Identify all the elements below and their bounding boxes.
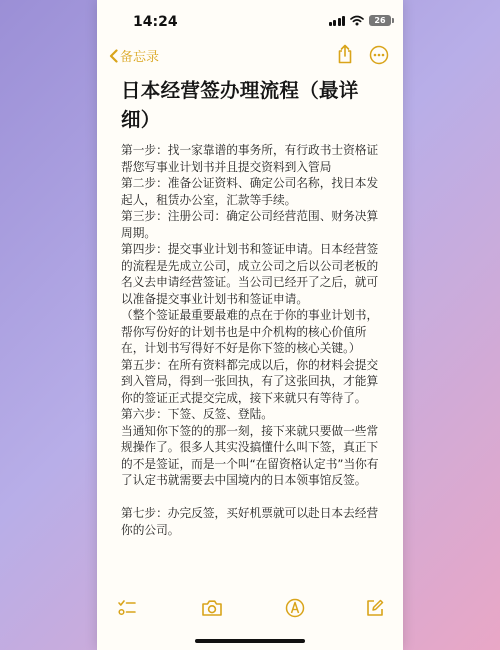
note-title: 日本经营签办理流程（最详细） bbox=[121, 79, 359, 131]
note-blank-line bbox=[121, 489, 383, 506]
status-bar bbox=[97, 0, 403, 44]
share-button[interactable] bbox=[337, 44, 353, 68]
note-paragraph: 第三步：注册公司：确定公司经营范围、财务决算周期。 bbox=[121, 209, 379, 240]
nav-bar bbox=[97, 44, 403, 70]
chevron-left-icon bbox=[109, 49, 118, 63]
note-paragraph: （整个签证最重要最难的点在于你的事业计划书，帮你写份好的计划书也是中介机构的核心价值所在，计划书写得好不好是你下签的核心关键。） bbox=[121, 308, 379, 355]
share-icon bbox=[337, 44, 353, 64]
bottom-toolbar bbox=[97, 598, 403, 624]
checklist-icon bbox=[117, 598, 137, 618]
cellular-signal-icon bbox=[329, 15, 346, 26]
note-paragraph: 当通知你下签的的那一刻，接下来就只要做一些常规操作了。很多人其实没搞懂什么叫下签，真正下的不是签证，而是一个叫“在留资格认定书”当你有了认定书就需要去中国境内的日本领事馆反签。 bbox=[121, 423, 379, 487]
markup-icon bbox=[285, 598, 305, 618]
status-time: 14:24 bbox=[133, 14, 178, 30]
battery-icon: 26 bbox=[369, 15, 391, 26]
more-icon bbox=[369, 45, 389, 65]
back-button[interactable] bbox=[109, 46, 159, 65]
camera-icon bbox=[201, 598, 223, 618]
wifi-icon bbox=[350, 15, 364, 26]
home-indicator[interactable] bbox=[195, 639, 305, 643]
camera-button[interactable] bbox=[201, 598, 223, 622]
note-paragraph: 第七步：办完反签，买好机票就可以赴日本去经营你的公司。 bbox=[121, 506, 379, 537]
status-icons bbox=[329, 15, 392, 26]
markup-button[interactable] bbox=[285, 598, 305, 622]
phone-screen bbox=[97, 0, 403, 650]
more-button[interactable] bbox=[369, 45, 389, 69]
back-label: 备忘录 bbox=[120, 50, 160, 65]
compose-icon bbox=[365, 598, 385, 618]
note-content[interactable] bbox=[121, 76, 383, 538]
checklist-button[interactable] bbox=[117, 598, 137, 622]
note-body bbox=[121, 142, 383, 538]
compose-button[interactable] bbox=[365, 598, 385, 622]
note-paragraph: 第二步：准备公证资料、确定公司名称，找日本发起人，租赁办公室，汇款等手续。 bbox=[121, 176, 379, 207]
note-paragraph: 第五步：在所有资料都完成以后，你的材料会提交到入管局，得到一张回执，有了这张回执，才能算你的签证正式提交完成，接下来就只有等待了。 bbox=[121, 357, 379, 405]
note-paragraph: 第六步：下签、反签、登陆。 bbox=[121, 407, 273, 421]
note-paragraph: 第一步：找一家靠谱的事务所，有行政书士资格证帮您写事业计划书并且提交资料到入管局 bbox=[121, 143, 379, 174]
note-paragraph: 第四步：提交事业计划书和签证申请。日本经营签的流程是先成立公司，成立公司之后以公司老板的名义去申请经营签证。当公司已经开了之后，就可以准备提交事业计划书和签证申请。 bbox=[121, 242, 379, 306]
